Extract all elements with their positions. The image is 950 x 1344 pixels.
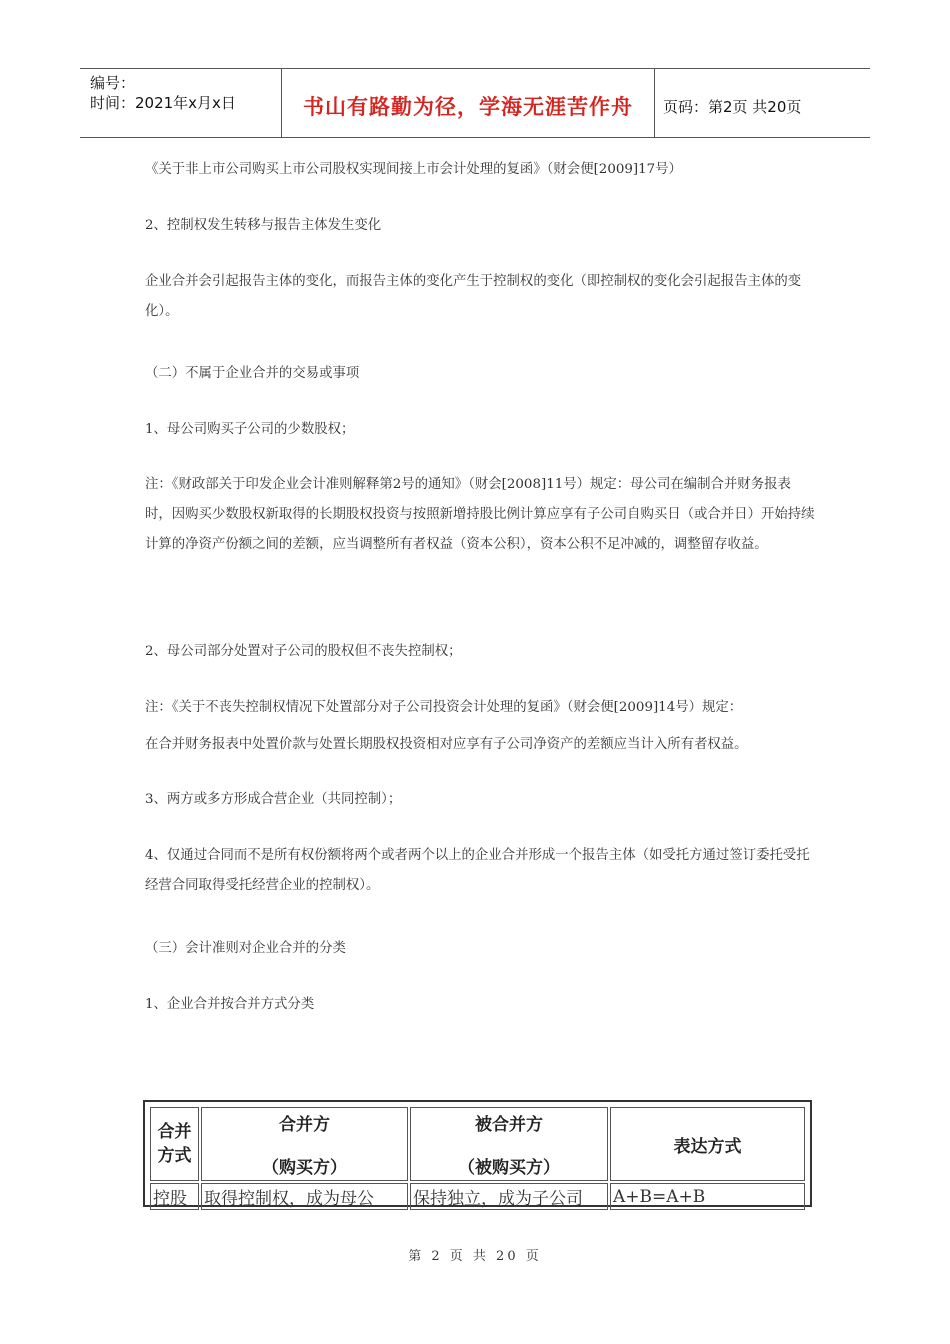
page-info: 页码：第2页 共20页 xyxy=(663,97,802,116)
table xyxy=(148,1105,807,1212)
paragraph: 企业合并会引起报告主体的变化，而报告主体的变化产生于控制权的变化（即控制权的变化会引起报告主体的变化）。 xyxy=(145,274,802,319)
paragraph: 2、控制权发生转移与报告主体发生变化 xyxy=(145,218,382,233)
header-method-line1: 合并 xyxy=(157,1122,192,1142)
motto: 书山有路勤为径，学海无涯苦作舟 xyxy=(282,69,655,137)
code-label: 编号： xyxy=(90,74,136,92)
paragraph: 1、企业合并按合并方式分类 xyxy=(145,997,315,1012)
date-label: 时间：2021年x月x日 xyxy=(90,94,236,112)
header-method-line2: 方式 xyxy=(157,1146,192,1166)
header-acquiree-line2: （被购买方） xyxy=(458,1158,560,1178)
header-left xyxy=(80,69,282,137)
cell-method: 控股 xyxy=(150,1183,199,1210)
paragraph: 3、两方或多方形成合营企业（共同控制）； xyxy=(145,792,402,807)
header-cell-expression: 表达方式 xyxy=(610,1107,805,1181)
header-acquiree-line1: 被合并方 xyxy=(475,1115,543,1135)
table-row xyxy=(150,1183,805,1210)
cell-acquirer: 取得控制权，成为母公 xyxy=(201,1183,408,1210)
merger-type-table xyxy=(143,1100,812,1207)
paragraph: 2、母公司部分处置对子公司的股权但不丧失控制权； xyxy=(145,644,462,659)
paragraph: 注：《财政部关于印发企业会计准则解释第2号的通知》（财会[2008]11号）规定：母公司在编制合并财务报表时，因购买少数股权新取得的长期股权投资与按照新增持股比例计算应享有子公司自购买日（或合并日）开始持续计算的净资产份额之间的差额，应当调整所有者权益（资本公积），资本公积不足冲减的，调整留存收益。 xyxy=(145,477,815,552)
paragraph: 1、母公司购买子公司的少数股权； xyxy=(145,422,355,437)
header-acquirer-line2: （购买方） xyxy=(262,1158,347,1178)
paragraph: （三）会计准则对企业合并的分类 xyxy=(145,941,346,956)
cell-acquiree: 保持独立，成为子公司 xyxy=(410,1183,608,1210)
paragraph: 注：《关于不丧失控制权情况下处置部分对子公司投资会计处理的复函》（财会便[2009]14号）规定： xyxy=(145,700,743,715)
paragraph: （二）不属于企业合并的交易或事项 xyxy=(145,366,360,381)
page-header xyxy=(80,68,870,138)
table-header-row xyxy=(150,1107,805,1181)
paragraph: 《关于非上市公司购买上市公司股权实现间接上市会计处理的复函》（财会便[2009]17号） xyxy=(145,162,682,177)
cell-expression: A+B=A+B xyxy=(610,1183,805,1210)
header-acquirer-line1: 合并方 xyxy=(279,1115,330,1135)
page-footer: 第 2 页 共 20 页 xyxy=(408,1249,542,1264)
header-cell-method xyxy=(150,1107,199,1181)
header-cell-acquirer xyxy=(201,1107,408,1181)
header-cell-acquiree xyxy=(410,1107,608,1181)
paragraph: 4、仅通过合同而不是所有权份额将两个或者两个以上的企业合并形成一个报告主体（如受托方通过签订委托受托经营合同取得受托经营企业的控制权）。 xyxy=(145,848,810,893)
paragraph: 在合并财务报表中处置价款与处置长期股权投资相对应享有子公司净资产的差额应当计入所有者权益。 xyxy=(145,737,748,752)
